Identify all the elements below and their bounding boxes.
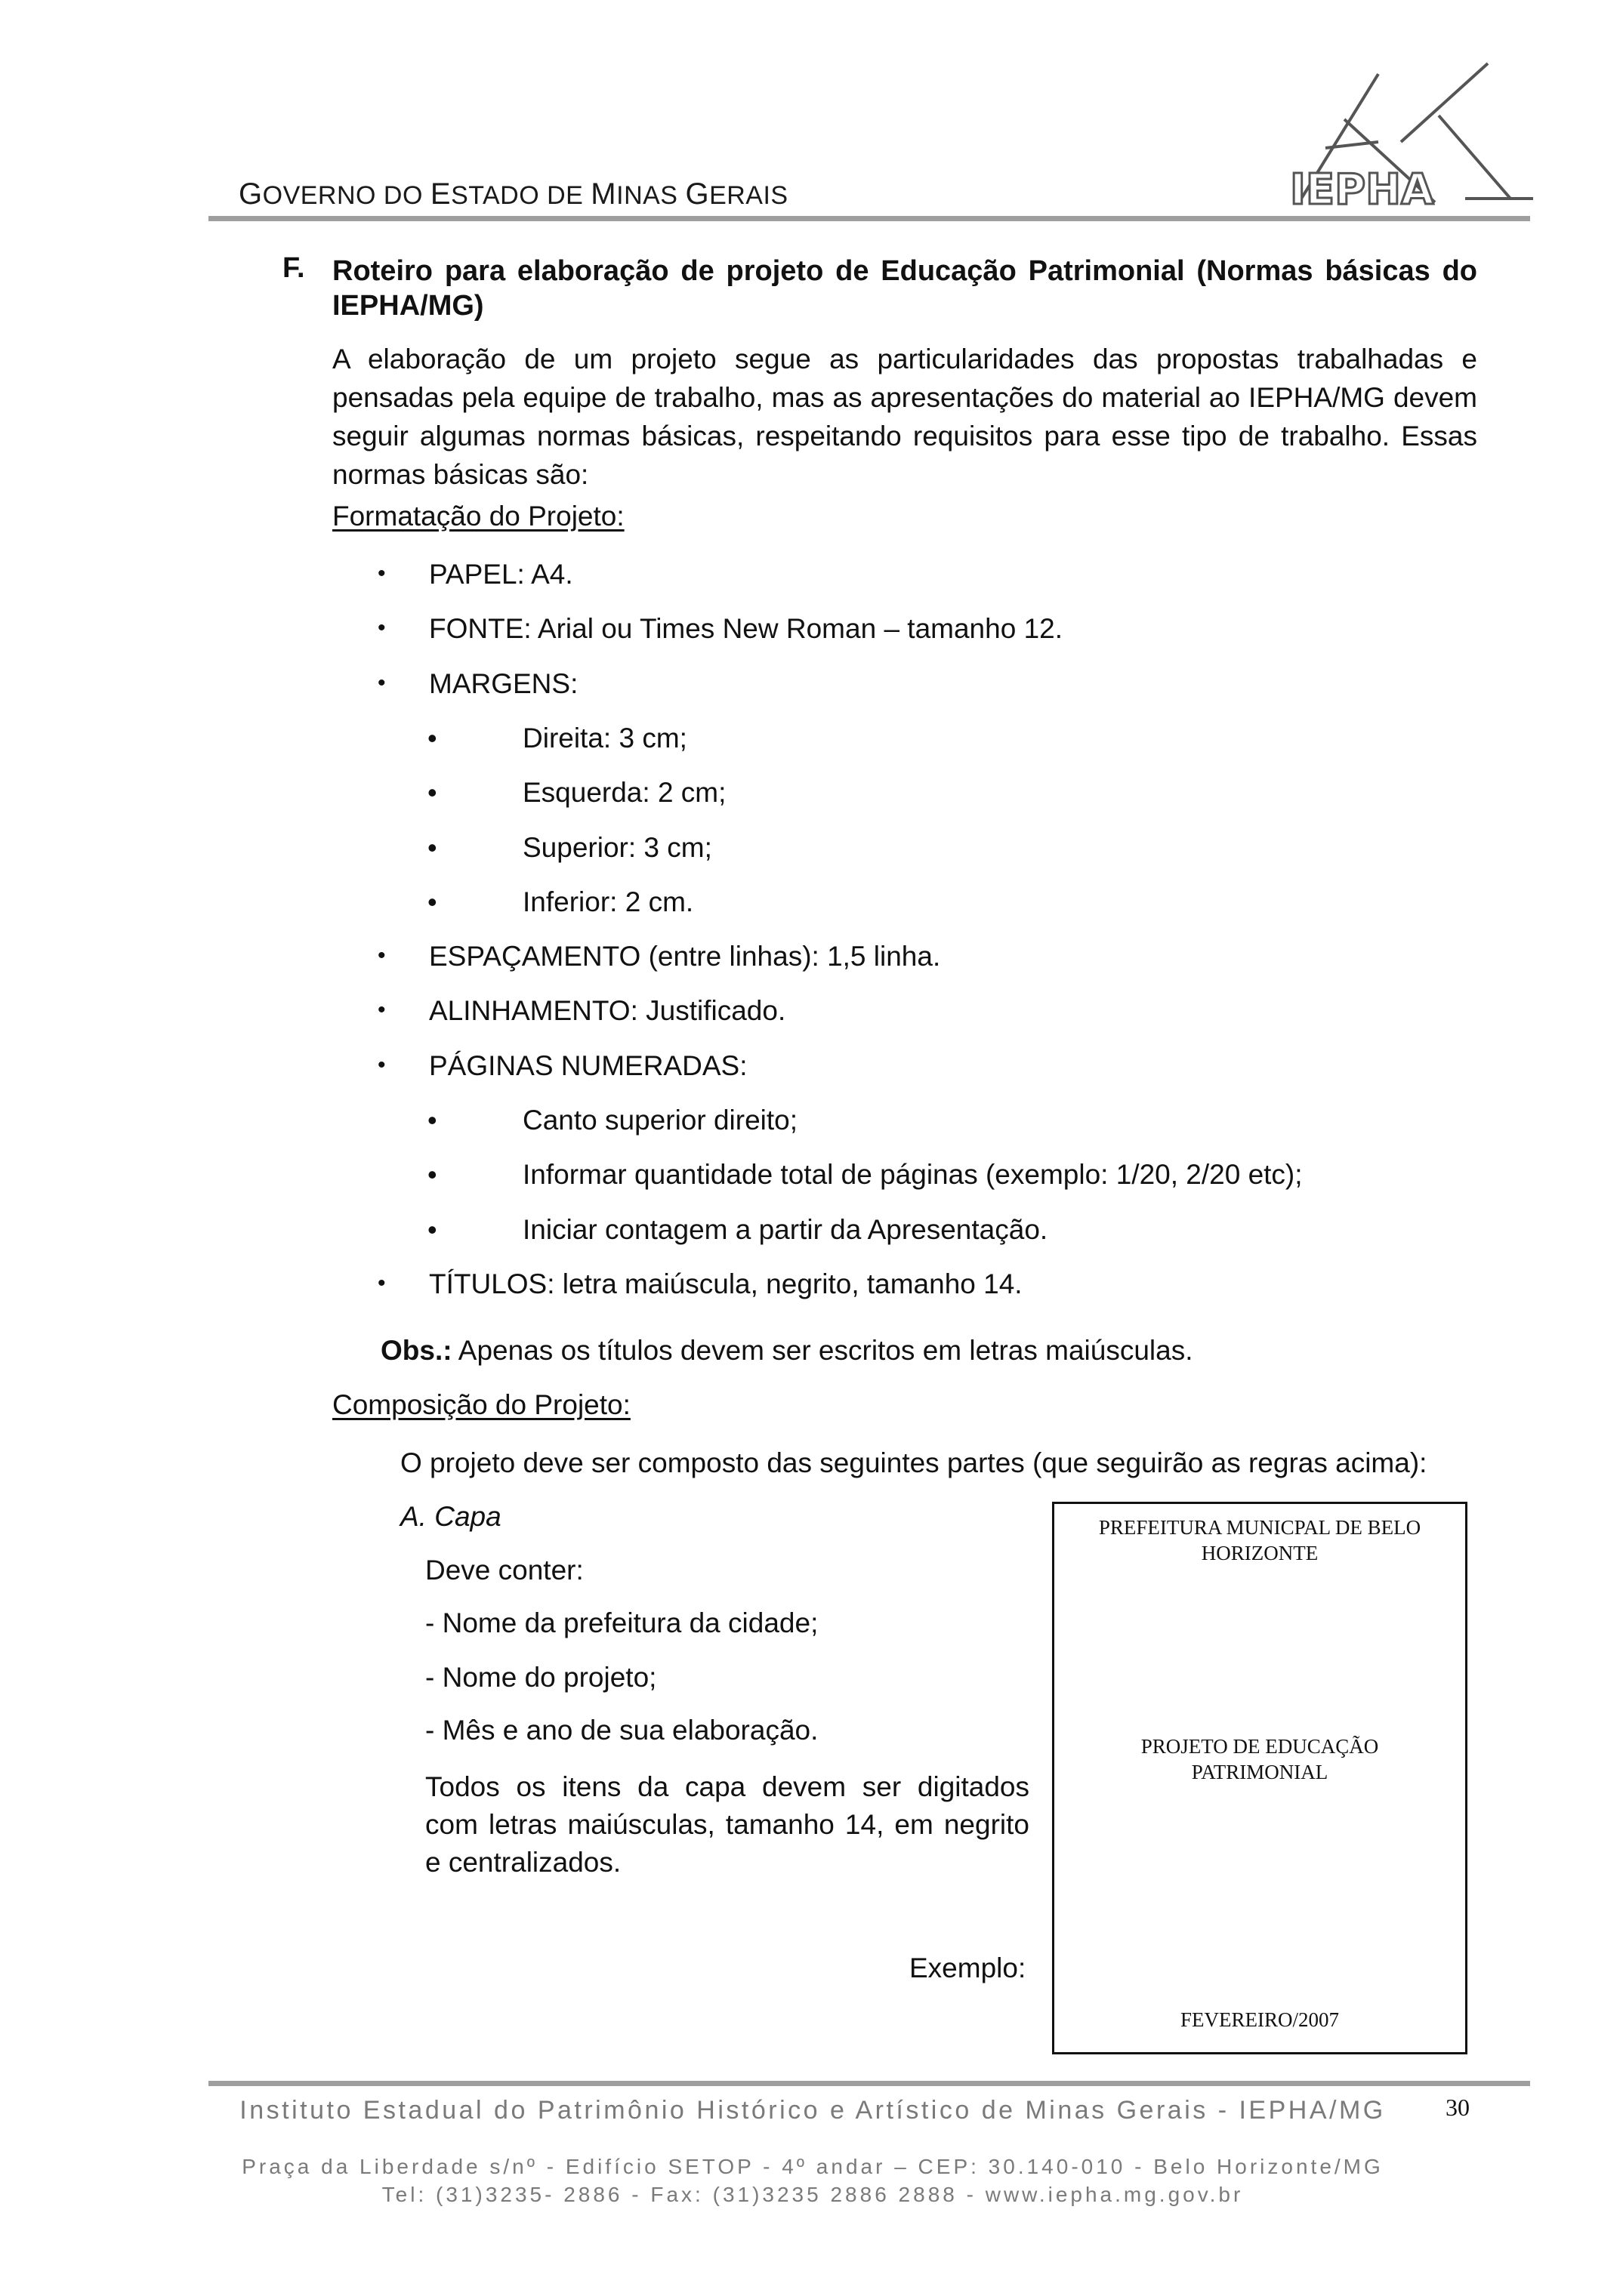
bullet-icon: •: [378, 561, 386, 586]
capa-line: - Nome da prefeitura da cidade;: [425, 1607, 819, 1638]
header-title-part: M: [591, 177, 617, 211]
sub-list-item: Iniciar contagem a partir da Apresentação.: [523, 1214, 1048, 1245]
bullet-icon: •: [427, 1214, 437, 1245]
section-letter: F.: [282, 252, 305, 284]
section-title: Roteiro para elaboração de projeto de Educação Patrimonial (Normas básicas do: [332, 255, 1477, 287]
bullet-icon: •: [427, 723, 437, 754]
capa-line: - Nome do projeto;: [425, 1662, 657, 1693]
list-item: FONTE: Arial ou Times New Roman – tamanho 12.: [429, 613, 1063, 644]
bullet-icon: •: [378, 1271, 386, 1296]
cover-project-name: PROJETO DE EDUCAÇÃO PATRIMONIAL: [1140, 1735, 1379, 1783]
sub-list-item: Superior: 3 cm;: [523, 832, 712, 863]
cover-prefeitura: PREFEITURA MUNICPAL DE BELO HORIZONTE: [1098, 1516, 1421, 1564]
header-title-part: OVERNO DO: [262, 181, 430, 210]
bullet-icon: •: [427, 777, 437, 808]
section-title-continued: IEPHA/MG): [332, 290, 484, 322]
cover-date: FEVEREIRO/2007: [1180, 2008, 1339, 2031]
footer-address: Praça da Liberdade s/nº - Edifício SETOP - 4º andar – CEP: 30.140-010 - Belo Horizonte/MG: [242, 2155, 1384, 2178]
bullet-icon: •: [427, 832, 437, 863]
header-title-part: E: [430, 177, 452, 211]
capa-line: - Mês e ano de sua elaboração.: [425, 1715, 819, 1746]
list-item: MARGENS:: [429, 668, 579, 699]
header-title: [239, 177, 788, 211]
sub-list-item: Canto superior direito;: [523, 1105, 798, 1136]
bullet-icon: •: [378, 670, 386, 695]
bullet-icon: •: [378, 615, 386, 640]
iepha-logo: [1284, 59, 1541, 210]
list-item: PÁGINAS NUMERADAS:: [429, 1050, 748, 1081]
list-item: ALINHAMENTO: Justificado.: [429, 995, 786, 1026]
footer-rule: [208, 2081, 1530, 2086]
header-title-part: ERAIS: [709, 181, 788, 210]
list-item: ESPAÇAMENTO (entre linhas): 1,5 linha.: [429, 941, 941, 972]
intro-paragraph: A elaboração de um projeto segue as particularidades das propostas trabalhadas e pensadas pela equipe de trabalho, mas as apresentações do material ao IEPHA/MG devem seguir algumas normas básicas, respeitando requisitos para esse tipo de trabalho. Essas normas básicas são:: [332, 344, 1477, 490]
bullet-icon: •: [427, 886, 437, 917]
bullet-icon: •: [427, 1159, 437, 1190]
header-title-part: INAS: [616, 181, 686, 210]
obs-text: Apenas os títulos devem ser escritos em letras maiúsculas.: [452, 1335, 1193, 1366]
sub-list-item: Informar quantidade total de páginas (exemplo: 1/20, 2/20 etc);: [523, 1159, 1303, 1190]
page-number: 30: [1446, 2094, 1470, 2121]
composicao-intro: O projeto deve ser composto das seguintes partes (que seguirão as regras acima):: [400, 1447, 1427, 1478]
list-item: PAPEL: A4.: [429, 559, 573, 590]
bullet-icon: •: [378, 943, 386, 968]
obs-label: Obs.:: [381, 1335, 452, 1366]
capa-note: Todos os itens da capa devem ser digitados com letras maiúsculas, tamanho 14, em negrito e centralizados.: [425, 1771, 1029, 1878]
obs-note: [381, 1335, 1193, 1367]
formatacao-heading: Formatação do Projeto:: [332, 501, 625, 532]
capa-line: Deve conter:: [425, 1555, 584, 1586]
footer-institution: Instituto Estadual do Patrimônio Histórico e Artístico de Minas Gerais - IEPHA/MG: [239, 2096, 1386, 2125]
bullet-icon: •: [378, 997, 386, 1022]
sub-list-item: Inferior: 2 cm.: [523, 886, 694, 917]
header-rule: [208, 216, 1530, 221]
cover-example-box: [1052, 1502, 1467, 2054]
sub-list-item: Direita: 3 cm;: [523, 723, 687, 754]
bullet-icon: •: [378, 1052, 386, 1077]
bullet-icon: •: [427, 1105, 437, 1136]
composicao-heading: Composição do Projeto:: [332, 1389, 631, 1420]
header-title-part: STADO DE: [451, 181, 591, 210]
header-title-part: G: [685, 177, 710, 211]
sub-list-item: Esquerda: 2 cm;: [523, 777, 727, 808]
list-item: TÍTULOS: letra maiúscula, negrito, tamanho 14.: [429, 1268, 1023, 1299]
footer-contact: Tel: (31)3235- 2886 - Fax: (31)3235 2886 2888 - www.iepha.mg.gov.br: [381, 2183, 1244, 2206]
iepha-logo-text: IEPHA: [1290, 165, 1434, 210]
capa-heading: A. Capa: [400, 1501, 501, 1532]
exemplo-label: Exemplo:: [909, 1952, 1026, 1983]
header-title-part: G: [239, 177, 263, 211]
